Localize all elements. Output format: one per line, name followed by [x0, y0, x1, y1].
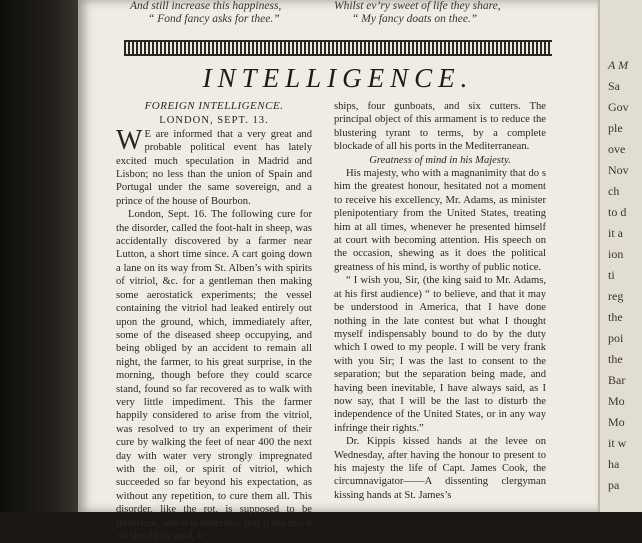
article-paragraph: “ I wish you, Sir, (the king said to Mr. Adams, at his first audience) “ to believe, and that it may be understood in America, that I have done nothing in the late contest but what I thought myself indispensably bound to do by the duty which I owed to my people. I will be very frank with you Sir; I was the last to consent to the separation; but the separation being made, and having been inevitable, I have always said, as I now say, that I will be the last to disturb the independence of the United States, or in any way infringe their rights.” [334, 275, 546, 434]
page-fragment: Sa [608, 79, 620, 93]
page-fragment: ion [608, 247, 624, 261]
page-fragment: reg [608, 289, 624, 303]
binding-shadow [0, 0, 78, 512]
page-fragment: ti [608, 268, 615, 282]
column-right [334, 100, 546, 502]
page-fragment: ha [608, 457, 620, 471]
poem-line: And still increase this happiness, [130, 0, 282, 12]
paragraph-text: E are informed that a very great and probable political event has lately excited much speculation in Madrid and Lisbon; no less than the union of Spain and Portugal under the same sovereign, and a prince of the house of Bourbon. [116, 128, 312, 207]
page-fragment: it w [608, 436, 627, 450]
page-fragment: ple [608, 121, 623, 135]
adjacent-page [598, 0, 642, 512]
page-fragment: the [608, 310, 623, 324]
column-left [116, 100, 312, 543]
newspaper-page [78, 0, 598, 542]
page-fragment: ch [608, 184, 620, 198]
page-fragment: it a [608, 226, 623, 240]
page-fragment: Mo [608, 394, 625, 408]
poem-line: Whilst ev’ry sweet of life they share, [334, 0, 501, 12]
poem-left [130, 0, 281, 26]
dateline: LONDON, SEPT. 13. [159, 115, 269, 127]
article-paragraph [116, 124, 312, 208]
page-fragment: ove [608, 142, 626, 156]
poem-right [334, 0, 501, 26]
poem-line: “ My fancy doats on thee.” [352, 13, 478, 25]
page-fragment: A M [608, 58, 629, 72]
page-fragment: Mo [608, 415, 625, 429]
page-fragment: Gov [608, 100, 629, 114]
page-fragment: Bar [608, 373, 626, 387]
poem-line: “ Fond fancy asks for thee.” [148, 13, 280, 25]
page-fragment: pa [608, 478, 620, 492]
article-paragraph: His majesty, who with a magnanimity that do s him the greatest honour, hesitated not a moment to receive his excellency, Mr. Adams, as minister plenipotentiary from the United States, treating him at all times, whenever he presented himself at court with becoming attention. His speech on the occasion, shewing as it does the political greatness of his mind, is worthy of public notice. [334, 168, 546, 273]
section-heading: FOREIGN INTELLIGENCE. [144, 100, 284, 112]
article-paragraph: ships, four gunboats, and six cutters. The principal object of this armament is to reduce the blustering tyrant to terms, by a complete blockade of all his ports in the Mediterranean. [334, 101, 546, 153]
article-paragraph: Dr. Kippis kissed hands at the levee on Wednesday, after having the honour to present to his majesty the life of Capt. James Cook, the circumnavigator——A dissenting clergyman kissing hands at St. James’s [334, 436, 546, 501]
article-paragraph: London, Sept. 16. The following cure for the disorder, called the foot-halt in sheep, was accidentally discovered by a farmer near Lutton, a short time since. A cart going down a lane on its way from St. Alben’s with spirits of vitriol, &c. for a gentleman then making some aerostatick experiments; the vessel containing the vitriol had leaked entirely out upon the ground, which, immediately after, some of the diseased sheep occupying, and being obliged by an accident to remain all night, the farmer, to his great surprise, in the morning, though before they could scarce stand, found so far recovered as to walk with very little impediment. This the farmer happily considered to arise from the vitriol, was resolved to try an experiment of their cure by walking the feet of near 400 the next day with water very strongly impregnated with the oil, or spirit of vitriol, which succeeded so far beyond his expectation, as without any repetition, to cure them all. This disorder, like the rot, is supposed to be infectious, and it is observed, that if too much oil should be used, it [116, 209, 312, 542]
page-fragment: Nov [608, 163, 629, 177]
page-fragment: to d [608, 205, 627, 219]
sub-heading: Greatness of mind in his Majesty. [369, 154, 511, 166]
page-fragment: poi [608, 331, 624, 345]
headline: INTELLIGENCE. [202, 63, 474, 93]
drop-cap: W [116, 124, 143, 156]
ornamental-rule [124, 40, 552, 56]
page-fragment: the [608, 352, 623, 366]
